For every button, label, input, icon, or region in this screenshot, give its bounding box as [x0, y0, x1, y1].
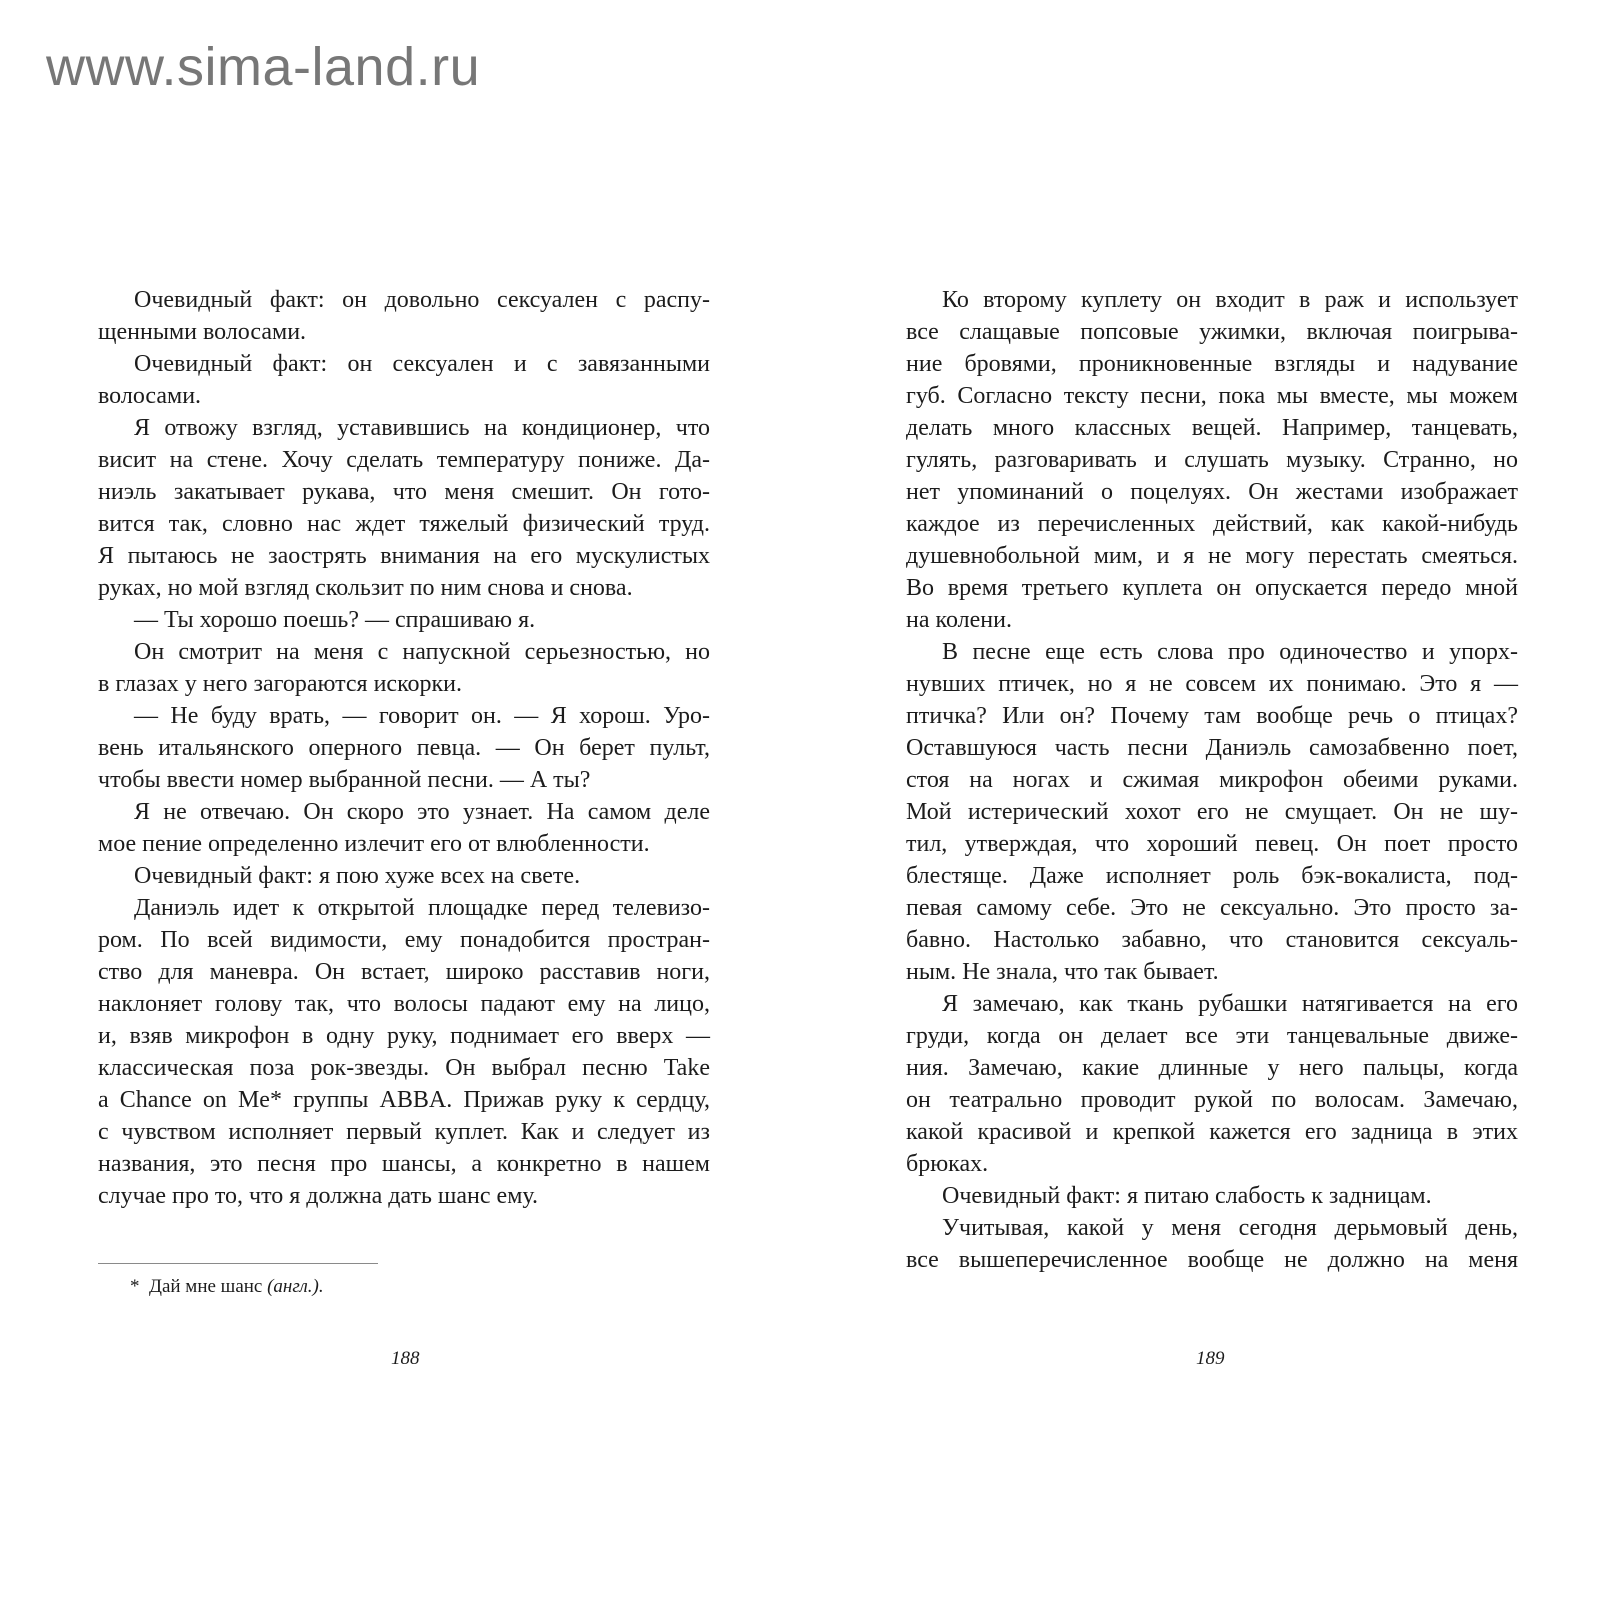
text-line: вится так, словно нас ждет тяжелый физический труд.	[98, 511, 710, 537]
text-line: щенными волосами.	[98, 319, 307, 345]
text-line: Даниэль идет к открытой площадке перед телевизо-	[134, 895, 710, 921]
text-line: — Не буду врать, — говорит он. — Я хорош. Уро-	[134, 703, 710, 729]
text-line: Ко второму куплету он входит в раж и использует	[942, 287, 1518, 313]
text-line: В песне еще есть слова про одиночество и упорх-	[942, 639, 1518, 665]
text-line: делать много классных вещей. Например, танцевать,	[906, 415, 1518, 441]
text-line: — Ты хорошо поешь? — спрашиваю я.	[134, 607, 536, 633]
text-line: на колени.	[906, 607, 1012, 633]
text-line: гулять, разговаривать и слушать музыку. Странно, но	[906, 447, 1518, 473]
text-line: Я пытаюсь не заострять внимания на его мускулистых	[98, 543, 710, 569]
text-line: в глазах у него загораются искорки.	[98, 671, 463, 697]
footnote-divider	[98, 1263, 378, 1264]
text-line: руках, но мой взгляд скользит по ним снова и снова.	[98, 575, 633, 601]
text-line: все слащавые попсовые ужимки, включая поигрыва-	[906, 319, 1518, 345]
text-line: он театрально проводит рукой по волосам. Замечаю,	[906, 1087, 1518, 1113]
text-line: ром. По всей видимости, ему понадобится простран-	[98, 927, 710, 953]
text-line: волосами.	[98, 383, 202, 409]
text-line: какой красивой и крепкой кажется его задница в этих	[906, 1119, 1518, 1145]
text-line: каждое из перечисленных действий, как какой-нибудь	[906, 511, 1518, 537]
footnote-lang: (англ.).	[267, 1276, 324, 1297]
text-line: с чувством исполняет первый куплет. Как и следует из	[98, 1119, 710, 1145]
text-line: классическая поза рок-звезды. Он выбрал песню Take	[98, 1055, 710, 1081]
page-number-right: 189	[1196, 1348, 1225, 1369]
text-line: a Chance on Me* группы ABBA. Прижав руку к сердцу,	[98, 1087, 710, 1113]
text-line: птичка? Или он? Почему там вообще речь о птицах?	[906, 703, 1518, 729]
text-line: душевнобольной мим, и я не могу перестать смеяться.	[906, 543, 1518, 569]
text-line: Учитывая, какой у меня сегодня дерьмовый день,	[942, 1215, 1518, 1241]
text-line: мое пение определенно излечит его от влюбленности.	[98, 831, 650, 857]
text-line: стоя на ногах и сжимая микрофон обеими руками.	[906, 767, 1518, 793]
text-line: нувших птичек, но я не совсем их понимаю. Это я —	[906, 671, 1518, 697]
text-line: вень итальянского оперного певца. — Он берет пульт,	[98, 735, 710, 761]
text-line: Очевидный факт: я пою хуже всех на свете.	[134, 863, 581, 889]
text-line: Очевидный факт: он сексуален и с завязанными	[134, 351, 710, 377]
text-line: ния. Замечаю, какие длинные у него пальцы, когда	[906, 1055, 1518, 1081]
footnote	[130, 1276, 324, 1298]
text-line: певая самому себе. Это не сексуально. Это просто за-	[906, 895, 1518, 921]
page-number-left: 188	[391, 1348, 420, 1369]
text-line: Он смотрит на меня с напускной серьезностью, но	[134, 639, 710, 665]
footnote-marker: *	[130, 1276, 140, 1297]
text-line: Я не отвечаю. Он скоро это узнает. На самом деле	[134, 799, 710, 825]
text-line: все вышеперечисленное вообще не должно на меня	[906, 1247, 1518, 1273]
text-line: Я замечаю, как ткань рубашки натягивается на его	[942, 991, 1518, 1017]
text-line: груди, когда он делает все эти танцевальные движе-	[906, 1023, 1518, 1049]
text-line: бавно. Настолько забавно, что становится сексуаль-	[906, 927, 1518, 953]
left-page-text	[98, 284, 710, 1212]
text-line: висит на стене. Хочу сделать температуру пониже. Да-	[98, 447, 710, 473]
text-line: ниэль закатывает рукава, что меня смешит. Он гото-	[98, 479, 710, 505]
text-line: Я отвожу взгляд, уставившись на кондиционер, что	[134, 415, 710, 441]
text-line: губ. Согласно тексту песни, пока мы вместе, мы можем	[906, 383, 1518, 409]
text-line: Очевидный факт: я питаю слабость к задницам.	[942, 1183, 1432, 1209]
text-line: Очевидный факт: он довольно сексуален с распу-	[134, 287, 710, 313]
footnote-text: Дай мне шанс	[149, 1276, 263, 1297]
watermark-url: www.sima-land.ru	[46, 37, 481, 97]
text-line: тил, утверждая, что хороший певец. Он поет просто	[906, 831, 1518, 857]
text-line: Во время третьего куплета он опускается передо мной	[906, 575, 1518, 601]
text-line: нет упоминаний о поцелуях. Он жестами изображает	[906, 479, 1518, 505]
text-line: и, взяв микрофон в одну руку, поднимает его вверх —	[98, 1023, 710, 1049]
text-line: случае про то, что я должна дать шанс ему.	[98, 1183, 538, 1209]
text-line: ство для маневра. Он встает, широко расставив ноги,	[98, 959, 710, 985]
text-line: чтобы ввести номер выбранной песни. — А ты?	[98, 767, 591, 793]
text-line: наклоняет голову так, что волосы падают ему на лицо,	[98, 991, 710, 1017]
text-line: Мой истерический хохот его не смущает. Он не шу-	[906, 799, 1518, 825]
text-line: блестяще. Даже исполняет роль бэк-вокалиста, под-	[906, 863, 1518, 889]
right-page-text	[906, 284, 1518, 1276]
text-line: ние бровями, проникновенные взгляды и надувание	[906, 351, 1518, 377]
text-line: названия, это песня про шансы, а конкретно в нашем	[98, 1151, 710, 1177]
text-line: ным. Не знала, что так бывает.	[906, 959, 1219, 985]
text-line: Оставшуюся часть песни Даниэль самозабвенно поет,	[906, 735, 1518, 761]
text-line: брюках.	[906, 1151, 989, 1177]
